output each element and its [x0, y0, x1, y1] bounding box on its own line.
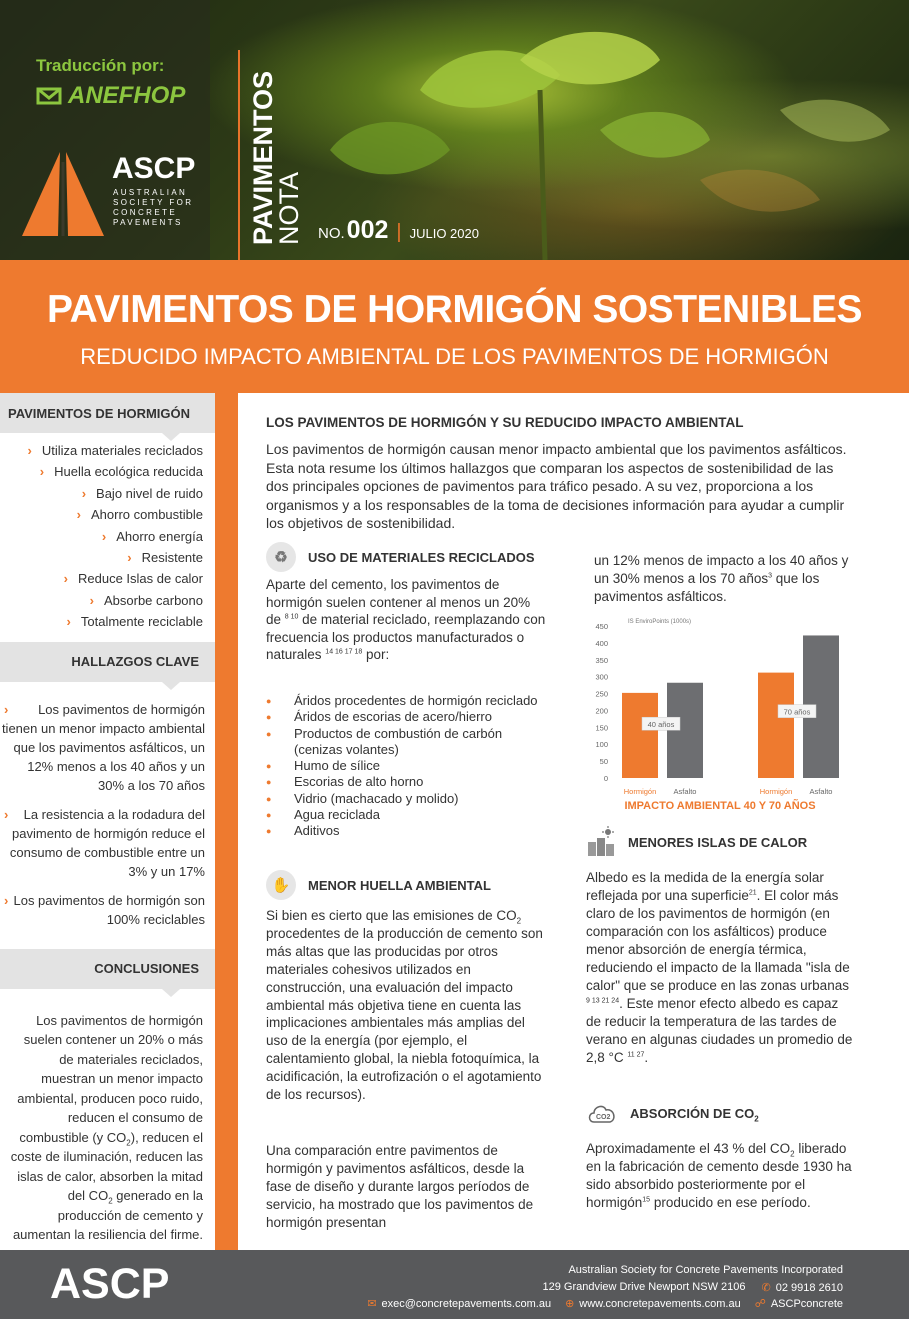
recycled-heading-text: USO DE MATERIALES RECICLADOS	[308, 549, 535, 565]
footer	[0, 1250, 909, 1319]
chart-title: IMPACTO AMBIENTAL 40 Y 70 AÑOS	[624, 800, 816, 812]
list-item: ● Humo de sílice	[266, 758, 546, 774]
y-tick-label: 350	[595, 655, 608, 665]
issue-info	[318, 216, 479, 245]
impact-bar-chart	[590, 612, 850, 798]
footer-address: 129 Grandview Drive Newport NSW 2106	[542, 1281, 746, 1293]
translator-logo	[36, 82, 185, 110]
list-item: ● Aditivos	[266, 823, 546, 839]
text-part: . Este menor efecto albedo es capaz de reducir la temperatura de las tardes de verano en algunas ciudades un promedio de 2,8 °C	[586, 996, 853, 1065]
series-word-2: NOTA	[274, 172, 304, 245]
heading-notch	[162, 989, 180, 997]
y-tick-label: 400	[595, 638, 608, 648]
chevron-right-icon: ›	[63, 571, 68, 587]
list-item	[0, 550, 215, 571]
list-item: ● Áridos de escorias de acero/hierro	[266, 709, 546, 725]
heading-notch	[162, 682, 180, 690]
reference-sup: 8 10	[284, 613, 299, 621]
footer-social[interactable]: ASCPconcrete	[770, 1298, 843, 1310]
x-tick-label: Hormigón	[623, 787, 657, 796]
hands-plant-icon: ✋	[266, 870, 296, 900]
heading-notch	[162, 433, 180, 441]
heat-heading	[586, 826, 807, 858]
text-part: .	[644, 1050, 649, 1065]
main-section-title: LOS PAVIMENTOS DE HORMIGÓN Y SU REDUCIDO IMPACTO AMBIENTAL	[266, 415, 744, 430]
features-heading-text: PAVIMENTOS DE HORMIGÓN	[8, 405, 191, 421]
footer-logo: ASCP	[50, 1260, 170, 1308]
hero-image	[0, 0, 909, 260]
reference-sup: 14 16 17 18	[325, 648, 363, 656]
social-icon: ☍	[754, 1298, 766, 1310]
finding-text: La resistencia a la rodadura del pavimento de hormigón reduce el consumo de combustible entre un 3% y un 17%	[9, 806, 205, 879]
chevron-right-icon: ›	[89, 592, 94, 608]
y-tick-label: 0	[603, 774, 608, 783]
list-item: ● Escorias de alto horno	[266, 774, 546, 790]
group-label: 40 años	[647, 720, 675, 730]
list-item	[0, 443, 215, 464]
translator-name: ANEFHOP	[68, 82, 186, 109]
heat-heading-text: MENORES ISLAS DE CALOR	[628, 834, 808, 850]
email-icon: ✉	[367, 1298, 377, 1310]
list-item: ● Productos de combustión de carbón (cenizas volantes)	[266, 726, 546, 759]
series-title	[250, 71, 302, 245]
heat-text	[586, 869, 856, 1067]
envelope-logo-icon	[36, 85, 62, 107]
subscript: 2	[126, 1138, 131, 1148]
co2-cloud-icon	[586, 1100, 618, 1126]
issue-prefix: NO.	[318, 225, 345, 242]
feature-text: Absorbe carbono	[103, 592, 203, 608]
ascp-triangle-logo-icon	[18, 148, 108, 238]
x-tick-label: Asfalto	[809, 787, 833, 796]
list-item	[0, 614, 215, 635]
feature-text: Huella ecológica reducida	[54, 464, 203, 480]
list-item	[0, 700, 205, 795]
subscript: 2	[790, 1149, 795, 1159]
findings-heading-text: HALLAZGOS CLAVE	[71, 654, 199, 670]
chevron-right-icon: ›	[39, 464, 45, 480]
list-item: ● Vidrio (machacado y molido)	[266, 791, 546, 807]
footprint-paragraph-1	[266, 907, 546, 1104]
co2-heading-text	[630, 1105, 759, 1124]
chevron-right-icon: ›	[27, 443, 32, 458]
y-tick-label: 450	[595, 622, 608, 631]
text-part: producido en ese período.	[650, 1195, 811, 1210]
reference-sup: 3	[768, 572, 773, 580]
reference-sup: 9 13 21 24	[586, 997, 620, 1005]
bar-hormign-0	[622, 693, 658, 778]
text-part: procedentes de la producción de cemento son más altas que las producidas por otros materiales cohesivos utilizados en construcción, una evaluación del impacto ambiental más objetiva tiene en cuenta las implicaciones ambientales más amplias del uso de la energía (por ejemplo, el calentamiento global, la niebla fotoquímica, la acidificación, la eutrofización o el agotamiento de los recursos).	[266, 925, 543, 1103]
y-tick-label: 200	[595, 706, 608, 716]
footer-email-group	[367, 1297, 551, 1310]
footprint-heading-text: MENOR HUELLA AMBIENTAL	[308, 877, 491, 893]
y-tick-label: 100	[595, 740, 608, 750]
text-part: ABSORCIÓN DE CO	[630, 1105, 755, 1121]
city-sun-icon	[586, 826, 616, 858]
text-part: Si bien es cierto que las emisiones de CO	[266, 908, 517, 923]
chevron-right-icon: ›	[4, 892, 9, 908]
issue-number: 002	[346, 216, 389, 244]
intro-paragraph: Los pavimentos de hormigón causan menor impacto ambiental que los pavimentos asfálticos. Esta nota resume los últimos hallazgos que comparan los aspectos de sostenibilidad de las dos principales opciones de pavimentos para tráfico pesado. A su vez, proporciona a los organismos y a los responsables de la toma de decisiones información para ayudar a cumplir los objetivos de sostenibilidad.	[266, 441, 847, 531]
recycled-text	[266, 576, 546, 664]
conclusions-text	[0, 989, 215, 1245]
list-item	[0, 529, 215, 550]
hero-divider	[238, 50, 240, 260]
chevron-right-icon: ›	[127, 549, 132, 565]
y-tick-label: 300	[595, 672, 608, 682]
co2-text	[586, 1140, 856, 1212]
phone-icon: ✆	[761, 1282, 771, 1294]
feature-text: Totalmente reciclable	[80, 614, 203, 630]
co2-heading	[586, 1100, 759, 1126]
reference-sup: 15	[642, 1196, 651, 1204]
feature-text: Bajo nivel de ruido	[96, 485, 203, 501]
footprint-paragraph-2: Una comparación entre pavimentos de hormigón y pavimentos asfálticos, desde la fase de diseño y durante largos períodos de servicio, ha mostrado que los pavimentos de hormigón presentan	[266, 1143, 534, 1230]
translation-label: Traducción por:	[36, 56, 165, 75]
footer-contact-line	[367, 1297, 843, 1310]
chevron-right-icon: ›	[4, 701, 9, 717]
x-tick-label: Asfalto	[673, 787, 697, 796]
recycle-icon: ♻	[266, 542, 296, 572]
list-item	[0, 571, 215, 592]
list-item	[0, 805, 205, 881]
globe-icon: ⊕	[565, 1298, 575, 1310]
recycled-materials-list	[266, 693, 546, 840]
footer-address-line	[543, 1281, 844, 1294]
finding-text: Los pavimentos de hormigón tienen un menor impacto ambiental que los pavimentos asfálticos, un 12% menos a los 40 años y un 30% a los 70 años	[1, 701, 205, 793]
list-item	[0, 593, 215, 614]
feature-text: Resistente	[141, 549, 203, 565]
sidebar	[0, 393, 215, 1245]
bar-hormign-1	[758, 673, 794, 778]
page-subtitle: REDUCIDO IMPACTO AMBIENTAL DE LOS PAVIMENTOS DE HORMIGÓN	[80, 344, 829, 369]
list-item: ● Agua reciclada	[266, 807, 546, 823]
y-axis-label: IS EnviroPoints (1000s)	[628, 619, 692, 625]
feature-text: Ahorro combustible	[91, 507, 203, 523]
subscript: 2	[108, 1196, 113, 1206]
text-part: Aproximadamente el 43 % del CO	[586, 1141, 791, 1156]
feature-text: Reduce Islas de calor	[77, 571, 203, 587]
footer-phone[interactable]: 02 9918 2610	[775, 1282, 843, 1294]
org-short-name: ASCP	[112, 152, 196, 185]
sidebar-divider	[215, 393, 238, 1250]
title-banner	[0, 260, 909, 393]
subscript: 2	[754, 1114, 759, 1124]
finding-text: Los pavimentos de hormigón son 100% reciclables	[13, 892, 205, 927]
conclusions-heading	[0, 949, 215, 989]
text-part: liberado en la fabricación de cemento desde 1930 ha sido absorbido posteriormente por el hormigón	[586, 1141, 852, 1210]
footprint-heading	[266, 870, 491, 900]
y-tick-label: 150	[595, 723, 608, 733]
list-item	[0, 464, 215, 485]
chevron-right-icon: ›	[81, 485, 87, 501]
text-part: que los pavimentos asfálticos.	[594, 571, 820, 604]
x-tick-label: Hormigón	[759, 787, 793, 796]
page-title: PAVIMENTOS DE HORMIGÓN SOSTENIBLES	[46, 288, 863, 331]
group-label: 70 años	[783, 707, 811, 717]
conclusions-heading-text: CONCLUSIONES	[94, 961, 199, 977]
chevron-right-icon: ›	[66, 614, 71, 630]
chevron-right-icon: ›	[4, 806, 9, 822]
features-list	[0, 433, 215, 636]
text-part: Albedo es la medida de la energía solar reflejada por una superficie	[586, 870, 824, 903]
findings-list	[0, 682, 215, 949]
footer-phone-group	[761, 1281, 843, 1294]
org-full-name: AUSTRALIAN SOCIETY FOR CONCRETE PAVEMENTS	[113, 188, 194, 227]
conclusions-part: ), reducen el coste de iluminación, reducen las islas de calor, absorben la mitad del CO	[10, 1129, 203, 1204]
footer-email[interactable]: exec@concretepavements.com.au	[381, 1298, 552, 1310]
list-item	[0, 891, 205, 929]
subscript: 2	[516, 916, 522, 926]
text-part: Aparte del cemento, los pavimentos de hormigón suelen contener al menos un 20% de	[266, 577, 531, 627]
reference-sup: 11 27	[627, 1051, 645, 1059]
footer-social-group	[755, 1297, 843, 1310]
chevron-right-icon: ›	[101, 528, 107, 544]
conclusions-part: generado en la producción de cemento y aumentan la resiliencia del firme.	[12, 1188, 203, 1243]
features-heading	[0, 393, 215, 433]
findings-heading	[0, 642, 215, 682]
footprint-paragraph-3	[594, 552, 856, 606]
recycled-heading	[266, 542, 535, 572]
footer-web-group	[565, 1297, 741, 1310]
issue-date: JULIO 2020	[409, 226, 479, 241]
list-item	[0, 486, 215, 507]
y-tick-label: 250	[595, 689, 608, 699]
y-tick-label: 50	[599, 757, 608, 767]
text-part: un 12% menos de impacto a los 40 años y un 30% menos a los 70 años	[594, 553, 849, 586]
issue-separator: |	[396, 221, 402, 243]
conclusions-part: Los pavimentos de hormigón suelen contener un 20% o más de materiales reciclados, muestran un menor impacto ambiental, producen poco ruido, reducen el consumo de combustible (y CO	[17, 1012, 203, 1145]
chevron-right-icon: ›	[76, 507, 81, 523]
series-word-1: PAVIMENTOS	[248, 70, 278, 245]
feature-text: Ahorro energía	[116, 528, 203, 544]
reference-sup: 21	[748, 889, 757, 897]
footer-web[interactable]: www.concretepavements.com.au	[579, 1298, 741, 1310]
text-part: de material reciclado, reemplazando con frecuencia los productos manufacturados o naturales	[266, 612, 546, 662]
footer-org-name: Australian Society for Concrete Pavements Incorporated	[568, 1264, 843, 1276]
co2-icon-label: CO2	[596, 1114, 611, 1121]
feature-text: Utiliza materiales reciclados	[41, 443, 203, 458]
list-item	[0, 507, 215, 528]
text-part: por:	[362, 647, 390, 662]
list-item: ● Áridos procedentes de hormigón reciclado	[266, 693, 546, 709]
text-part: . El color más claro de los pavimentos de hormigón (en comparación con los asfálticos) produce menor absorción de energía térmica, reduciendo el impacto de la llamada "isla de calor" que se produce en las zonas urbanas	[586, 888, 850, 993]
